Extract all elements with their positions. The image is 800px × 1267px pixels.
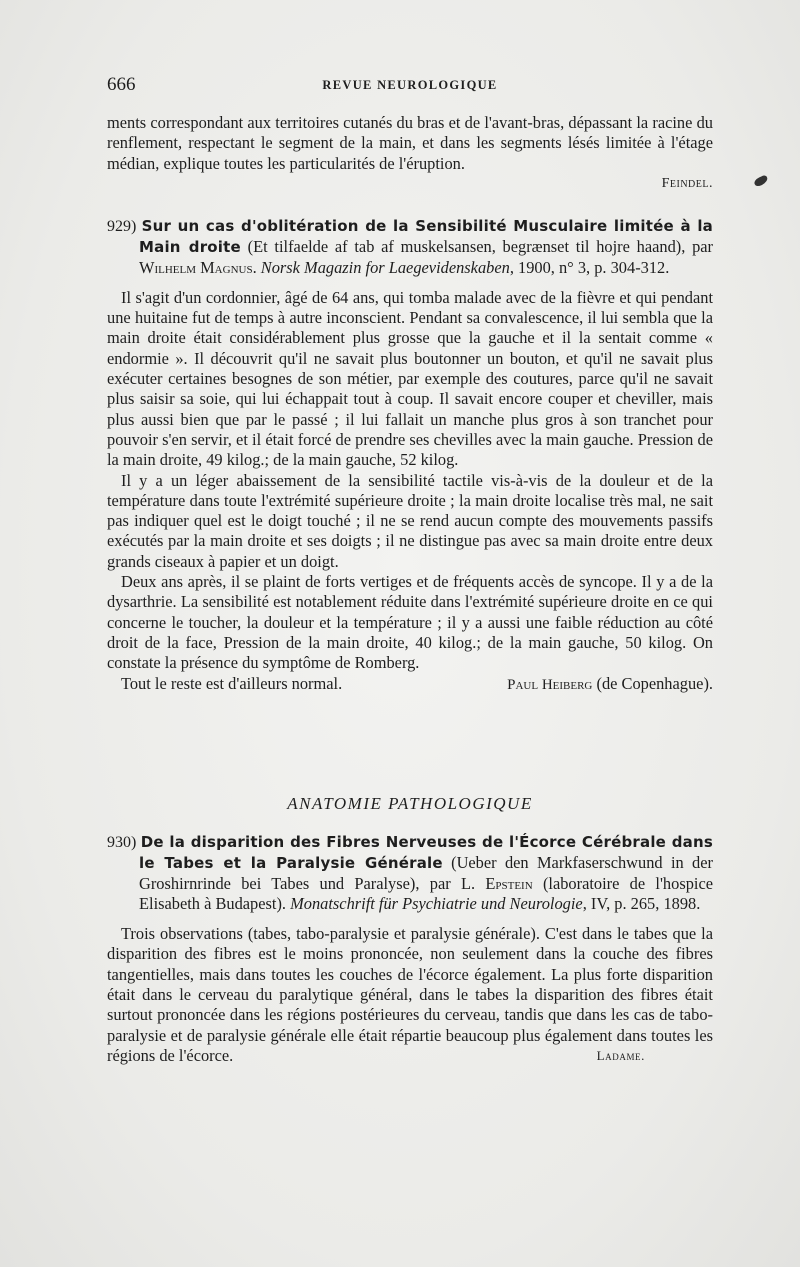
reference-929: 929) Sur un cas d'oblitération de la Sensibilité Musculaire limitée à la Main droite (Et tilfaelde af tab af muskelsansen, begrænset til hojre haand), par Wilhelm Magnus. Norsk Magazin for Laegevidenskaben, 1900, n° 3, p. 304-312. bbox=[107, 217, 714, 277]
paragraph: Trois observations (tabes, tabo-paralysie et paralysie générale). C'est dans le tabes que la disparition des fibres est le moins prononcée, non seulement dans la couche des fibres tangentielles, mais dans toutes les couches de l'écorce également. La plus forte disparition était dans le cerveau du paralytique général, dans le tabes la disparition des fibres était surtout prononcée dans les régions postérieures du cerveau, tandis que dans les cas de tabo-paralysie et de paralysie générale elle était répartie beaucoup plus également dans toutes les régions de l'écorce. bbox=[107, 924, 713, 1065]
continued-abstract bbox=[107, 113, 713, 194]
abstract-body bbox=[107, 924, 713, 1066]
author-name: Wilhelm Magnus bbox=[139, 257, 253, 277]
reference-details: , IV, p. 265, 1898. bbox=[582, 893, 701, 913]
page-number: 666 bbox=[107, 74, 136, 95]
ink-blot bbox=[753, 174, 769, 187]
entry-number: 930) bbox=[107, 834, 137, 851]
running-title: REVUE NEUROLOGIQUE bbox=[322, 78, 498, 92]
paragraph: Il y a un léger abaissement de la sensibilité tactile vis-à-vis de la douleur et de la température dans toute l'extrémité supérieure droite ; la main droite localise très mal, ne sait pas indiquer quel est le doigt touché ; il ne se rend aucun compte des mouvements passifs exécutés par la main droite et ses doigts ; il ne distingue pas avec sa main droite entre deux grands ciseaux à papier et un doigt. bbox=[107, 470, 713, 571]
paragraph: Il s'agit d'un cordonnier, âgé de 64 ans, qui tomba malade avec de la fièvre et qui pendant une huitaine fut de temps à autre inconscient. Pendant sa convalescence, il lui sembla que la main droite était considérablement plus grosse que la gauche et il la sentait comme « endormie ». Il découvrit qu'il ne savait plus boutonner un bouton, et qu'il ne savait plus exécuter certaines besognes de son métier, par exemple des coutures, parce qu'il ne savait plus saisir sa soie, qui lui échappait tout à coup. Il savait encore couper et cheviller, mais plus aussi bien que par le passé ; il lui fallait un manche plus gros à son tranchet pour pouvoir s'en servir, et il était forcé de prendre ses chevilles avec la main gauche. Pression de la main droite, 49 kilog.; de la main gauche, 52 kilog. bbox=[107, 287, 713, 470]
section-heading: ANATOMIE PATHOLOGIQUE bbox=[287, 794, 533, 813]
journal-name: Norsk Magazin for Laegevidenskaben bbox=[260, 257, 510, 277]
reference-affiliation: (laboratoire de l'hospice Elisabeth à Budapest). bbox=[139, 873, 713, 913]
signature-place: (de Copenhague). bbox=[592, 673, 713, 693]
article-title: Sur un cas d'oblitération de la Sensibilité Musculaire limitée à la Main droite bbox=[139, 217, 713, 257]
journal-name: Monatschrift für Psychiatrie und Neurologie bbox=[290, 893, 583, 913]
abstract-signature: Feindel. bbox=[661, 175, 713, 191]
abstract-entry-929 bbox=[107, 216, 713, 695]
abstract-signature: Ladame. bbox=[596, 1048, 645, 1064]
page-header bbox=[107, 74, 713, 96]
abstract-entry-930 bbox=[107, 832, 713, 1067]
abstract-signature: Paul Heiberg bbox=[507, 676, 593, 693]
entry-number: 929) bbox=[107, 218, 137, 235]
paragraph: Deux ans après, il se plaint de forts vertiges et de fréquents accès de syncope. Il y a de la dysarthrie. La sensibilité est notablement réduite dans l'extrémité supérieure droite en ce qui concerne le toucher, la douleur et la température ; il y a aussi une faible réduction au côté droit de la face, Pression de la main droite, 40 kilog.; de la main gauche, 50 kilog. On constate la présence du symptôme de Romberg. bbox=[107, 572, 713, 673]
continued-paragraph: ments correspondant aux territoires cutanés du bras et de l'avant-bras, dépassant la racine du renflement, respectant le segment de la main, et dans les segments lésés limitée à l'étage médian, explique toutes les particularités de l'éruption. bbox=[107, 113, 713, 173]
reference-text: (Ueber den Markfaserschwund in der Groshirnrinde bei Tabes und Paralyse), par L. bbox=[139, 853, 713, 893]
article-title: De la disparition des Fibres Nerveuses de l'Écorce Cérébrale dans le Tabes et la Paralysie Générale bbox=[139, 833, 713, 873]
author-name: Epstein bbox=[485, 873, 533, 893]
abstract-body bbox=[107, 288, 713, 695]
reference-text: (Et tilfaelde af tab af muskelsansen, begrænset til hojre haand), par bbox=[240, 237, 714, 257]
closing-text: Tout le reste est d'ailleurs normal. bbox=[121, 673, 343, 693]
closing-line bbox=[107, 674, 713, 695]
reference-930 bbox=[107, 832, 713, 914]
reference-details: , 1900, n° 3, p. 304-312. bbox=[509, 257, 670, 277]
